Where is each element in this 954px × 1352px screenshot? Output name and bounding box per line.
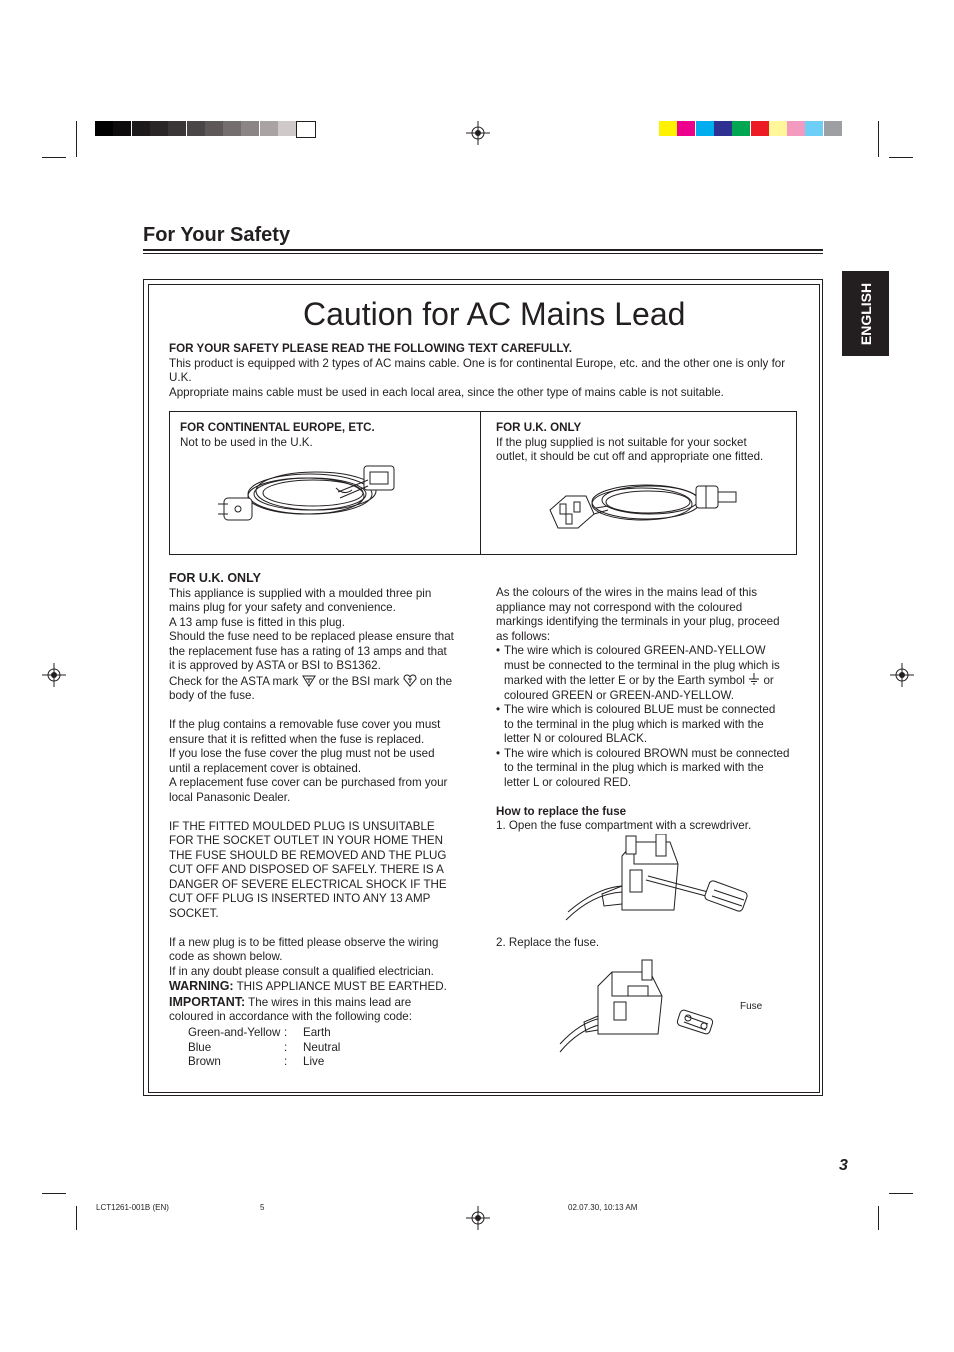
paragraph-line: IF THE FITTED MOULDED PLUG IS UNSUITABLE [169, 819, 435, 833]
paragraph-line: coloured in accordance with the following code: [169, 1010, 412, 1023]
wire-sep: : [284, 1026, 288, 1039]
asta-text-end: on the [419, 674, 453, 688]
list-item-line: must be connected to the terminal in the plug which is [504, 658, 780, 672]
paragraph-line: If in any doubt please consult a qualified electrician. [169, 964, 434, 978]
paragraph-line: code as shown below. [169, 950, 283, 963]
earth-text: marked with the letter E or by the Earth symbol [504, 674, 745, 687]
intro-line: Appropriate mains cable must be used in each local area, since the other type of mains cable is not suitable. [169, 385, 724, 399]
bsi-kitemark-icon [403, 674, 417, 687]
wire-code-table [188, 1026, 340, 1070]
paragraph-line: mains plug for your safety and convenience. [169, 601, 396, 614]
crop-mark [42, 1193, 66, 1194]
color-swatch [205, 121, 223, 136]
wire-sep: : [284, 1040, 288, 1054]
continental-heading: FOR CONTINENTAL EUROPE, ETC. [180, 421, 375, 434]
earth-text-end: or [763, 674, 774, 687]
paragraph-line: If a new plug is to be fitted please observe the wiring [169, 935, 439, 949]
important-label: IMPORTANT: [169, 994, 246, 1009]
paragraph-line: the replacement fuse has a rating of 13 amps and that [169, 644, 447, 658]
doc-code: LCT1261-001B (EN) [96, 1203, 169, 1212]
crop-mark [76, 121, 77, 157]
header-rule [143, 249, 823, 251]
paragraph-line: This appliance is supplied with a moulded three pin [169, 586, 432, 600]
paragraph-line: A replacement fuse cover can be purchased from your [169, 776, 448, 789]
registration-target-icon [890, 663, 914, 687]
uk-cable-illustration [546, 474, 738, 534]
wire-colour: Green-and-Yellow [188, 1026, 281, 1039]
paragraph-line: If you lose the fuse cover the plug must not be used [169, 747, 435, 760]
color-swatch [769, 121, 787, 136]
plug-types-divider [480, 411, 481, 554]
color-swatch [787, 121, 805, 136]
paragraph-line: as follows: [496, 629, 551, 643]
wiring-instructions [496, 586, 801, 834]
paragraph-line: CUT OFF AND DISPOSED OF SAFELY. THERE IS A [169, 863, 444, 876]
uk-box-line: outlet, it should be cut off and appropriate one fitted. [496, 450, 764, 463]
paragraph-line: Should the fuse need to be replaced please ensure that [169, 630, 454, 643]
crop-mark [76, 1206, 77, 1230]
crop-mark [42, 157, 66, 158]
color-swatch [132, 121, 150, 136]
paragraph-line: local Panasonic Dealer. [169, 790, 291, 804]
fuse-label: Fuse [740, 1001, 763, 1012]
asta-text: Check for the ASTA mark [169, 674, 299, 688]
important-line [169, 995, 469, 1011]
color-swatch [168, 121, 186, 136]
registration-target-icon [466, 121, 490, 145]
intro-heading: FOR YOUR SAFETY PLEASE READ THE FOLLOWING TEXT CAREFULLY. [169, 342, 573, 355]
crop-mark [878, 1206, 879, 1230]
wire-meaning: Earth [303, 1026, 331, 1039]
list-item [496, 747, 801, 791]
paragraph-line: If the plug contains a removable fuse cover you must [169, 718, 441, 731]
color-swatch [150, 121, 168, 136]
crop-mark [889, 157, 913, 158]
howto-heading: How to replace the fuse [496, 804, 627, 818]
registration-target-icon [42, 663, 66, 687]
wiring-list [496, 644, 801, 790]
paragraph-line: until a replacement cover is obtained. [169, 761, 362, 775]
wire-meaning: Live [303, 1055, 325, 1068]
paragraph-line: As the colours of the wires in the mains lead of this [496, 586, 757, 599]
earth-symbol-icon [748, 673, 760, 685]
paragraph-line: DANGER OF SEVERE ELECTRICAL SHOCK IF THE [169, 877, 447, 891]
header-rule-thin [143, 253, 823, 254]
page-number: 3 [839, 1157, 848, 1174]
crop-mark [889, 1193, 913, 1194]
continental-box-text [180, 421, 375, 450]
paragraph-line: A 13 amp fuse is fitted in this plug. [169, 615, 345, 629]
print-timestamp: 02.07.30, 10:13 AM [568, 1203, 638, 1212]
table-row [188, 1055, 340, 1070]
color-swatch [677, 121, 695, 136]
sheet-number: 5 [260, 1203, 265, 1212]
paragraph-line: FOR THE SOCKET OUTLET IN YOUR HOME THEN [169, 834, 443, 847]
color-swatch [696, 121, 714, 136]
important-text: The wires in this mains lead are [248, 995, 412, 1009]
paragraph-line: THE FUSE SHOULD BE REMOVED AND THE PLUG [169, 848, 447, 862]
table-row [188, 1026, 340, 1041]
list-item-line: • The wire which is coloured GREEN-AND-YELLOW [504, 644, 766, 657]
wire-colour: Blue [188, 1040, 212, 1054]
uk-box-text [496, 421, 763, 465]
continental-text: Not to be used in the U.K. [180, 435, 313, 449]
intro-line: This product is equipped with 2 types of AC mains cable. One is for continental Europe, etc. and the other one is only for [169, 356, 786, 370]
uk-box-heading: FOR U.K. ONLY [496, 421, 582, 434]
continental-cable-illustration [218, 458, 402, 530]
paragraph-line: ensure that it is refitted when the fuse is replaced. [169, 732, 425, 746]
table-row [188, 1041, 340, 1056]
list-item-line: to the terminal in the plug which is marked with the [504, 761, 764, 774]
color-swatch [187, 121, 205, 136]
intro [169, 342, 799, 400]
paragraph-line: markings identifying the terminals in your plug, proceed [496, 615, 780, 628]
list-item-line: coloured GREEN or GREEN-AND-YELLOW. [504, 688, 735, 702]
step-2: 2. Replace the fuse. [496, 936, 600, 949]
page-title: Caution for AC Mains Lead [303, 296, 686, 332]
color-swatch [278, 121, 296, 136]
color-swatch [714, 121, 732, 136]
list-item-line: letter L or coloured RED. [504, 775, 632, 789]
asta-mark-icon [302, 674, 316, 687]
list-item-line: to the terminal in the plug which is marked with the [504, 717, 764, 731]
color-swatch [805, 121, 823, 136]
wire-sep: : [284, 1055, 288, 1068]
wire-meaning: Neutral [303, 1040, 341, 1054]
color-swatch [260, 121, 278, 136]
paragraph-line: SOCKET. [169, 906, 219, 920]
paragraph-line: appliance may not correspond with the coloured [496, 600, 743, 614]
crop-mark [878, 121, 879, 157]
color-swatch [95, 121, 113, 136]
paragraph-line: CUT OFF PLUG IS INSERTED INTO ANY 13 AMP [169, 892, 431, 905]
intro-line: U.K. [169, 371, 192, 384]
color-swatch [824, 121, 842, 136]
color-swatch [659, 121, 677, 136]
paragraph-line: it is approved by ASTA or BSI to BS1362. [169, 659, 381, 672]
warning-line [169, 979, 469, 995]
color-swatch [113, 121, 131, 136]
asta-line [169, 674, 469, 690]
section-title: For Your Safety [143, 224, 291, 246]
list-item-line: • The wire which is coloured BLUE must be connected [504, 703, 776, 716]
registration-target-icon [466, 1206, 490, 1230]
step-1: 1. Open the fuse compartment with a screwdriver. [496, 819, 752, 832]
paragraph-line: body of the fuse. [169, 689, 255, 702]
bsi-text: or the BSI mark [318, 674, 400, 688]
list-item-line [504, 673, 801, 689]
language-tab [842, 271, 889, 356]
warning-text: THIS APPLIANCE MUST BE EARTHED. [236, 980, 447, 993]
color-swatch [732, 121, 750, 136]
language-tab-label: ENGLISH [857, 282, 874, 345]
color-swatch [241, 121, 259, 136]
warning-label: WARNING: [169, 979, 234, 993]
replace-fuse-illustration [558, 956, 722, 1056]
wire-colour: Brown [188, 1055, 221, 1068]
uk-box-line: If the plug supplied is not suitable for your socket [496, 435, 747, 449]
list-item [496, 644, 801, 703]
uk-only-section [169, 571, 469, 1025]
list-item-line: letter N or coloured BLACK. [504, 732, 648, 745]
color-swatch [751, 121, 769, 136]
list-item [496, 703, 801, 747]
uk-only-heading: FOR U.K. ONLY [169, 571, 261, 585]
color-swatch [296, 121, 316, 138]
color-swatch [223, 121, 241, 136]
list-item-line: • The wire which is coloured BROWN must be connected [504, 746, 790, 760]
open-fuse-illustration [562, 834, 758, 926]
